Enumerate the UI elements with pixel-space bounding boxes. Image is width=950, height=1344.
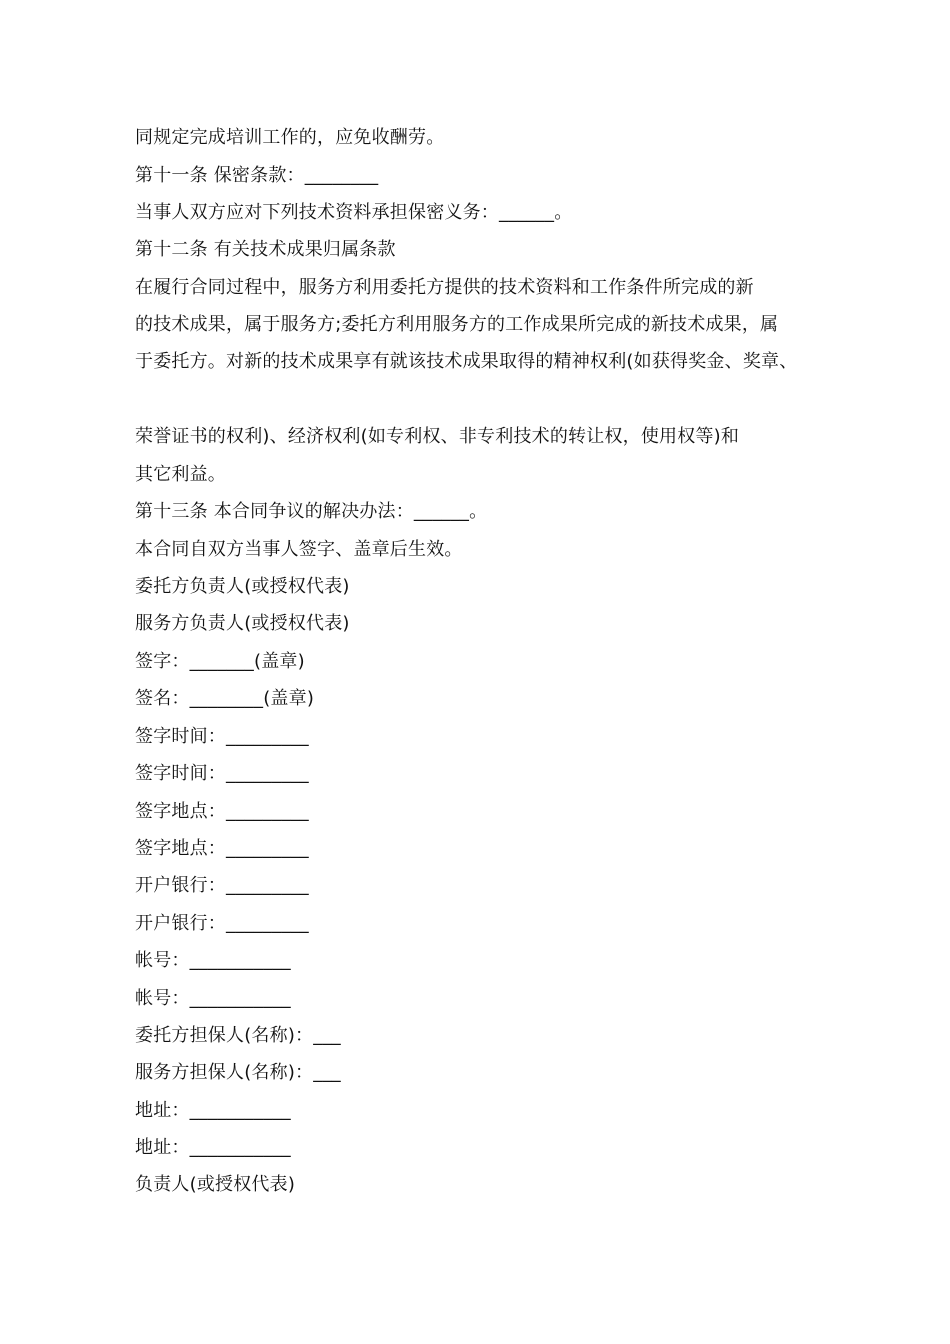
section-heading: 第十二条 有关技术成果归属条款 [135, 239, 396, 260]
text-line: 本合同自双方当事人签字、盖章后生效。 [135, 539, 463, 560]
signature-label: 服务方负责人(或授权代表) [135, 613, 350, 634]
text-line: 于委托方。对新的技术成果享有就该技术成果取得的精神权利(如获得奖金、奖章、 [135, 351, 798, 372]
text-line: 当事人双方应对下列技术资料承担保密义务：______。 [135, 202, 573, 223]
text-line: 在履行合同过程中，服务方利用委托方提供的技术资料和工作条件所完成的新 [135, 277, 754, 298]
text-line: 第十一条 保密条款：________ [135, 165, 379, 186]
signature-field: 签名：________(盖章) [135, 688, 315, 709]
address-field: 地址：___________ [135, 1100, 291, 1121]
signature-label: 负责人(或授权代表) [135, 1174, 296, 1195]
bank-field: 开户银行：_________ [135, 875, 309, 896]
signing-place-field: 签字地点：_________ [135, 801, 309, 822]
text-line: 荣誉证书的权利)、经济权利(如专利权、非专利技术的转让权，使用权等)和 [135, 426, 740, 447]
text-line: 第十三条 本合同争议的解决办法：______。 [135, 501, 488, 522]
signature-field: 签字：_______(盖章) [135, 651, 305, 672]
guarantor-field: 委托方担保人(名称)：___ [135, 1025, 341, 1046]
text-line: 的技术成果，属于服务方;委托方利用服务方的工作成果所完成的新技术成果，属 [135, 314, 779, 335]
signing-place-field: 签字地点：_________ [135, 838, 309, 859]
guarantor-field: 服务方担保人(名称)：___ [135, 1062, 341, 1083]
signature-label: 委托方负责人(或授权代表) [135, 576, 350, 597]
bank-field: 开户银行：_________ [135, 913, 309, 934]
address-field: 地址：___________ [135, 1137, 291, 1158]
account-field: 帐号：___________ [135, 988, 291, 1009]
text-line: 同规定完成培训工作的，应免收酬劳。 [135, 127, 445, 148]
text-line: 其它利益。 [135, 464, 226, 485]
signing-date-field: 签字时间：_________ [135, 726, 309, 747]
signing-date-field: 签字时间：_________ [135, 763, 309, 784]
account-field: 帐号：___________ [135, 950, 291, 971]
